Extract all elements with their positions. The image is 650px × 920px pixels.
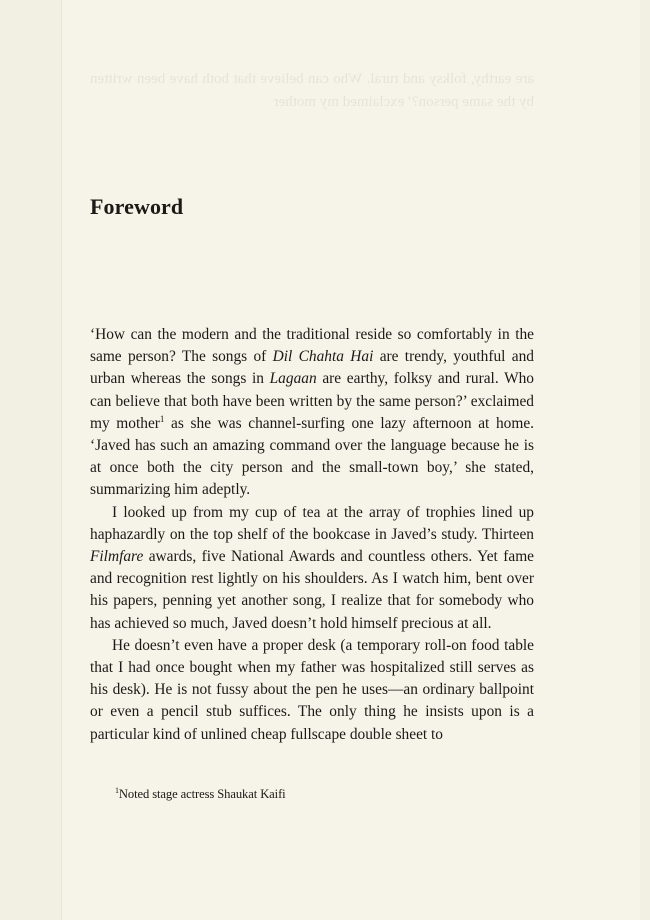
footnote xyxy=(115,787,286,802)
text-run: as she was channel-surfing one lazy afternoon at home. ‘Javed has such an amazing command over the language because he is at once both the city person and the small-town boy,’ she stated, summarizing him adeptly. xyxy=(90,414,534,499)
text-run: awards, five National Awards and countless others. Yet fame and recognition rest lightly on his shoulders. As I watch him, bent over his papers, penning yet another song, I realize that for somebody who has achieved so much, Javed doesn’t hold himself precious at all. xyxy=(90,548,534,632)
text-run: I looked up from my cup of tea at the array of trophies lined up haphazardly on the top shelf of the bookcase in Javed’s study. Thirteen xyxy=(90,503,534,543)
paragraph-3 xyxy=(90,635,534,746)
foreword-body xyxy=(90,324,534,746)
text-run: are earthy, folksy and rural. Who can believe that both have been written by the same person?’ exclaimed my mother xyxy=(90,370,534,432)
footnote-reference: 1 xyxy=(159,413,165,424)
text-run: He doesn’t even have a proper desk (a temporary roll-on food table that I had once bought when my father was hospitalized still serves as his desk). He is not fussy about the pen he uses—an ordinary ballpoint or even a pencil stub suffices. The only thing he insists upon is a particular kind of unlined cheap fullscape double sheet to xyxy=(90,636,534,743)
footnote-marker: 1 xyxy=(115,786,119,795)
italic-title: Dil Chahta Hai xyxy=(272,348,374,366)
page-title: Foreword xyxy=(90,194,184,219)
text-run: ‘How can the modern and the traditional reside so comfortably in the same person? The songs of xyxy=(90,326,534,366)
footnote-text: Noted stage actress Shaukat Kaifi xyxy=(118,787,286,801)
paragraph-2 xyxy=(90,502,534,635)
paragraph-1 xyxy=(90,324,534,502)
text-run: are trendy, youthful and urban whereas the songs in xyxy=(90,348,534,388)
italic-title: Lagaan xyxy=(269,370,317,388)
italic-title: Filmfare xyxy=(90,548,144,566)
